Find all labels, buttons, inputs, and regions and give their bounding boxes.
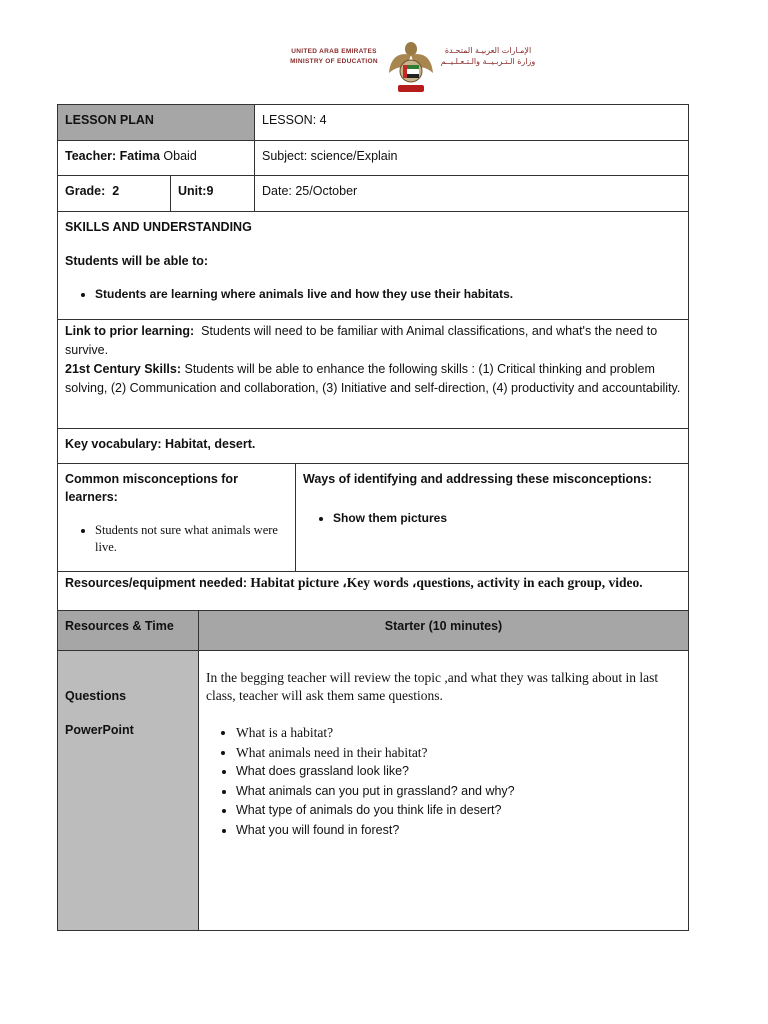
resources-label: Resources/equipment needed: bbox=[65, 576, 247, 590]
addressing-misconceptions-cell bbox=[295, 463, 689, 572]
starter-question: • What type of animals do you think life in desert? bbox=[236, 801, 681, 821]
starter-header-text: Starter (10 minutes) bbox=[384, 619, 503, 633]
skills-bullet: • Students are learning where animals live and how they use their habitats. bbox=[95, 286, 681, 303]
lesson-plan-label bbox=[57, 104, 255, 141]
skills-section bbox=[57, 211, 689, 320]
misconceptions-cell bbox=[57, 463, 296, 572]
resource-item-questions: Questions bbox=[65, 689, 127, 703]
date-cell bbox=[254, 175, 689, 212]
key-vocabulary bbox=[57, 428, 689, 464]
ministry-header bbox=[286, 33, 538, 97]
starter-questions-list bbox=[206, 723, 681, 840]
starter-question: • What animals can you put in grassland? and why? bbox=[236, 782, 681, 802]
addressing-heading: Ways of identifying and addressing these misconceptions: bbox=[303, 472, 652, 486]
resource-item-powerpoint: PowerPoint bbox=[65, 723, 134, 738]
starter-question: • What is a habitat? bbox=[236, 723, 681, 743]
teacher-label: Teacher: Fatima bbox=[65, 149, 160, 163]
prior-learning-text: Students will need to be familiar with Animal classifications, and what's the need to survive. bbox=[65, 324, 661, 357]
uae-falcon-emblem-icon bbox=[386, 33, 436, 95]
starter-intro: In the begging teacher will review the topic ,and what they was talking about in last class, teacher will ask them same questions. bbox=[206, 670, 659, 703]
skills-heading: SKILLS AND UNDERSTANDING bbox=[65, 220, 252, 234]
subject-cell bbox=[254, 140, 689, 176]
grade-cell bbox=[57, 175, 171, 212]
misconceptions-list bbox=[65, 522, 288, 555]
skills-subheading: Students will be able to: bbox=[65, 254, 209, 269]
teacher-name: Obaid bbox=[159, 149, 197, 163]
prior-learning-section bbox=[57, 319, 689, 429]
ministry-en-line1: UNITED ARAB EMIRATES bbox=[291, 48, 377, 55]
starter-question: • What you will found in forest? bbox=[236, 821, 681, 841]
prior-learning-label: Link to prior learning: bbox=[65, 324, 195, 338]
prior-learning-paragraph bbox=[65, 322, 681, 360]
starter-question: • What does grassland look like? bbox=[236, 762, 681, 782]
ministry-ar-line1: الإمـارات العربيـة المتحـدة bbox=[444, 46, 532, 55]
skills-list bbox=[65, 286, 681, 303]
lesson-plan-text: LESSON PLAN bbox=[65, 113, 154, 127]
lesson-number-text: LESSON: 4 bbox=[262, 113, 327, 127]
addressing-list bbox=[303, 510, 681, 527]
ministry-en-line2: MINISTRY OF EDUCATION bbox=[290, 57, 378, 65]
century-skills-paragraph bbox=[65, 360, 681, 398]
resources-needed bbox=[57, 571, 689, 611]
date-text: Date: 25/October bbox=[262, 184, 358, 198]
subject-text: Subject: science/Explain bbox=[262, 149, 398, 163]
teacher-cell bbox=[57, 140, 255, 176]
resources-time-header bbox=[57, 610, 199, 651]
century-skills-text: Students will be able to enhance the following skills : (1) Critical thinking and problem solving, (2) Communication and collaboration, (3) Initiative and self-direction, (4) productivity and accountability. bbox=[65, 362, 681, 395]
grade-text: Grade: 2 bbox=[65, 184, 120, 198]
addressing-bullet: • Show them pictures bbox=[333, 510, 681, 527]
lesson-number bbox=[254, 104, 689, 141]
ministry-name-arabic bbox=[438, 45, 538, 67]
unit-cell bbox=[170, 175, 255, 212]
starter-content bbox=[198, 650, 689, 931]
unit-text: Unit:9 bbox=[178, 184, 214, 198]
ministry-name-english bbox=[286, 47, 382, 67]
century-skills-label: 21st Century Skills: bbox=[65, 362, 182, 376]
misconceptions-bullet: • Students not sure what animals were live. bbox=[95, 522, 288, 555]
starter-question: • What animals need in their habitat? bbox=[236, 743, 681, 763]
resources-text: Habitat picture ،Key words ،questions, activity in each group, video. bbox=[247, 575, 643, 590]
resources-time-header-text: Resources & Time bbox=[65, 619, 174, 633]
starter-header bbox=[198, 610, 689, 651]
key-vocabulary-text: Key vocabulary: Habitat, desert. bbox=[65, 437, 256, 451]
ministry-ar-line2: وزارة الـتـربـيــة والـتـعـلـيــم bbox=[440, 57, 536, 67]
resources-time-column bbox=[57, 650, 199, 931]
misconceptions-heading: Common misconceptions for learners: bbox=[65, 472, 238, 505]
